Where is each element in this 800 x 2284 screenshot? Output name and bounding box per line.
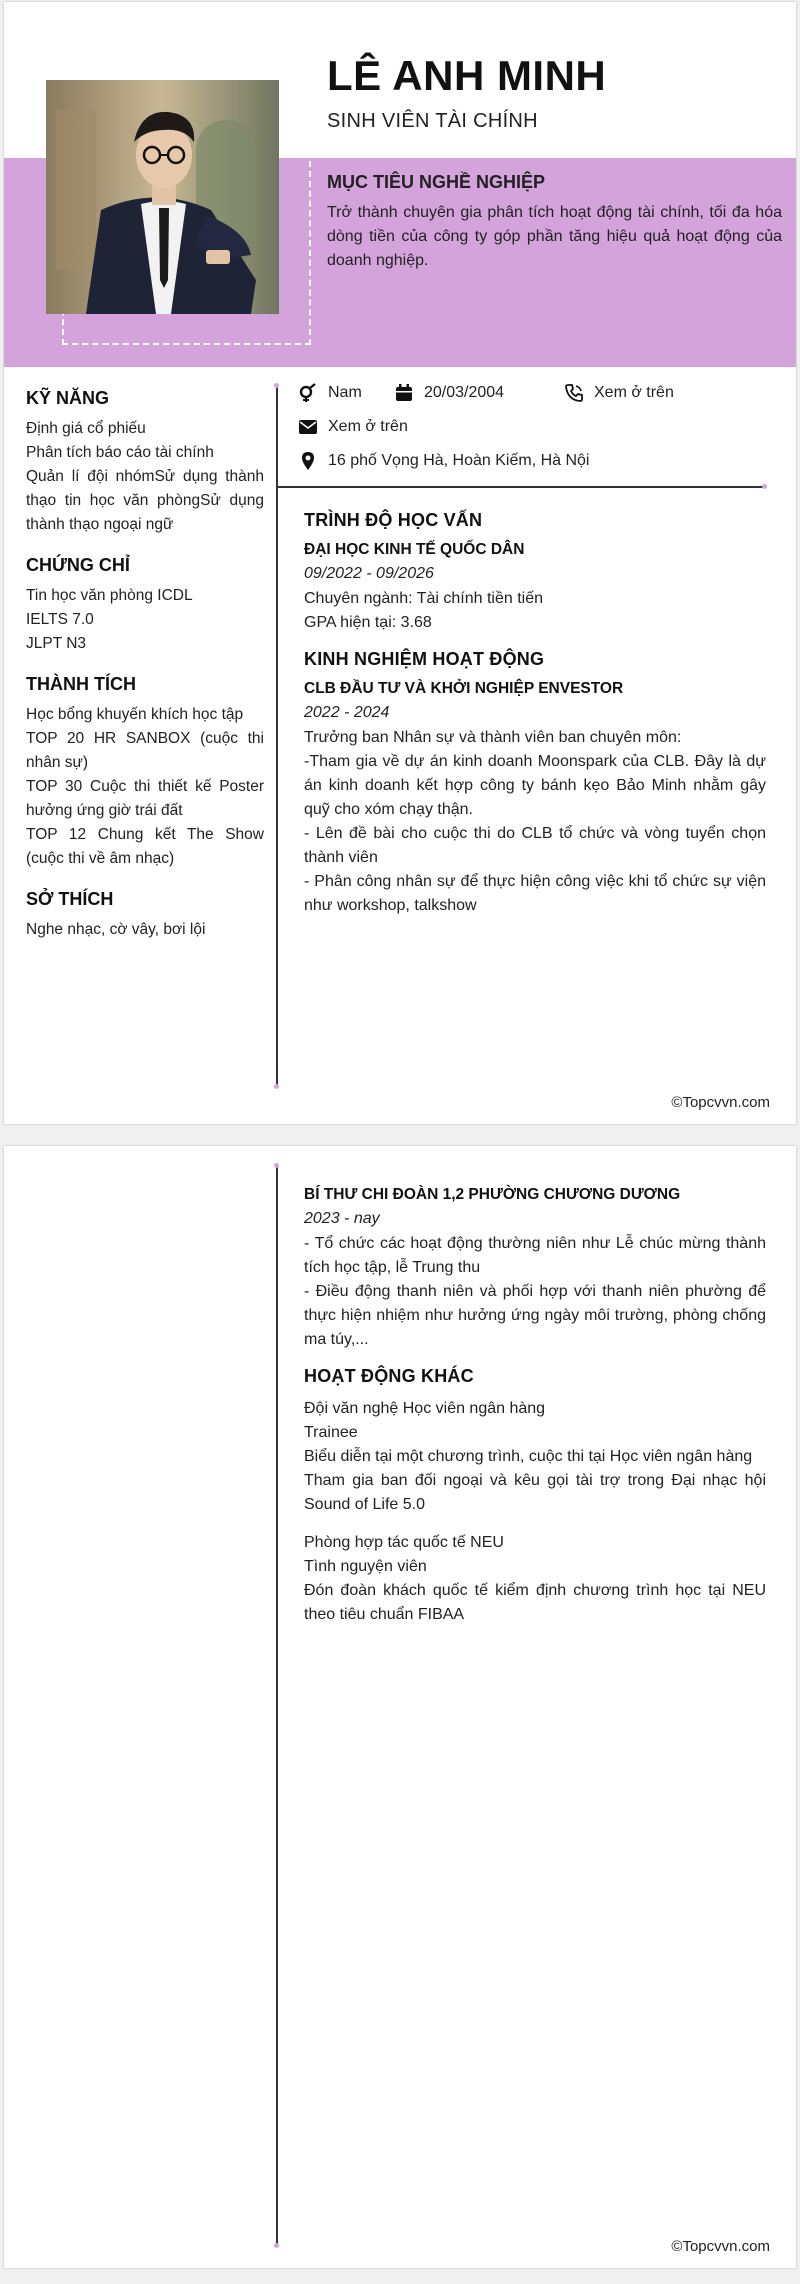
certificates-section bbox=[26, 555, 264, 656]
achievement-item: TOP 12 Chung kết The Show (cuộc thi về âm nhạc) bbox=[26, 826, 264, 867]
experience-line: - Tổ chức các hoạt động thường niên như Lễ chúc mừng thành tích học tập, lễ Trung thu bbox=[304, 1235, 766, 1276]
hobby-item: Nghe nhạc, cờ vây, bơi lội bbox=[26, 921, 206, 938]
experience-line: - Phân công nhân sự để thực hiện công việc khi tổ chức sự viện như workshop, talkshow bbox=[304, 873, 766, 914]
experience-org: CLB ĐẦU TƯ VÀ KHỞI NGHIỆP ENVESTOR bbox=[304, 680, 624, 697]
experience-line: - Điều động thanh niên và phối hợp với thanh niên phường để thực hiện nhiệm như hưởng ứng ngày môi trường, phòng chống ma túy,... bbox=[304, 1283, 766, 1348]
experience-line: Trưởng ban Nhân sự và thành viên ban chuyên môn: bbox=[304, 729, 682, 746]
address-value: 16 phố Vọng Hà, Hoàn Kiếm, Hà Nội bbox=[328, 452, 590, 469]
right-column bbox=[304, 510, 766, 932]
email-value: Xem ở trên bbox=[328, 418, 408, 435]
left-column bbox=[26, 388, 264, 960]
certificate-item: JLPT N3 bbox=[26, 635, 87, 652]
achievements-title: THÀNH TÍCH bbox=[26, 674, 136, 694]
activity-group bbox=[304, 1531, 766, 1627]
experience-title: KINH NGHIỆM HOẠT ĐỘNG bbox=[304, 649, 545, 669]
experience-org: BÍ THƯ CHI ĐOÀN 1,2 PHƯỜNG CHƯƠNG DƯƠNG bbox=[304, 1186, 681, 1203]
email-icon bbox=[298, 417, 318, 437]
gender-value: Nam bbox=[328, 384, 362, 401]
column-divider bbox=[276, 1166, 278, 2246]
achievement-item: TOP 30 Cuộc thi thiết kế Poster hưởng ứng giờ trái đất bbox=[26, 778, 264, 819]
divider-dot bbox=[274, 1084, 279, 1089]
location-icon bbox=[298, 451, 318, 471]
activity-org: Phòng hợp tác quốc tế NEU bbox=[304, 1534, 504, 1551]
column-divider bbox=[276, 386, 278, 1086]
certificate-item: Tin học văn phòng ICDL bbox=[26, 587, 193, 604]
education-period: 09/2022 - 09/2026 bbox=[304, 565, 434, 582]
hobbies-title: SỞ THÍCH bbox=[26, 889, 114, 909]
footer-brand: ©Topcvvn.com bbox=[671, 2238, 770, 2255]
phone-value: Xem ở trên bbox=[594, 384, 674, 401]
school-name: ĐẠI HỌC KINH TẾ QUỐC DÂN bbox=[304, 541, 525, 558]
profile-photo bbox=[46, 80, 279, 314]
phone-icon bbox=[564, 383, 584, 403]
education-major: Chuyên ngành: Tài chính tiền tiến bbox=[304, 590, 543, 607]
achievement-item: TOP 20 HR SANBOX (cuộc thi nhân sự) bbox=[26, 730, 264, 771]
gender-icon bbox=[298, 383, 318, 403]
contact-divider bbox=[276, 486, 764, 488]
contact-gender bbox=[298, 383, 362, 403]
experience-section bbox=[304, 649, 766, 918]
education-gpa: GPA hiện tại: 3.68 bbox=[304, 614, 432, 631]
experience-entry bbox=[304, 1186, 766, 1352]
other-activities-title: HOẠT ĐỘNG KHÁC bbox=[304, 1366, 474, 1386]
experience-line: -Tham gia về dự án kinh doanh Moonspark của CLB. Đây là dự án kinh doanh kết hợp công ty bánh kẹo Bảo Minh nhằm gây quỹ cho xóm chạy thận. bbox=[304, 753, 766, 818]
skill-item: Định giá cổ phiếu bbox=[26, 420, 146, 437]
dob-value: 20/03/2004 bbox=[424, 384, 505, 401]
education-title: TRÌNH ĐỘ HỌC VẤN bbox=[304, 510, 483, 530]
calendar-icon bbox=[394, 383, 414, 403]
education-section bbox=[304, 510, 766, 635]
experience-line: - Lên đề bài cho cuộc thi do CLB tổ chức và vòng tuyển chọn thành viên bbox=[304, 825, 766, 866]
skills-section bbox=[26, 388, 264, 537]
right-column-continued bbox=[304, 1186, 766, 1641]
experience-period: 2023 - nay bbox=[304, 1210, 380, 1227]
activity-line: Đón đoàn khách quốc tế kiểm định chương trình học tại NEU theo tiêu chuẩn FIBAA bbox=[304, 1582, 766, 1623]
contact-address bbox=[298, 451, 589, 471]
achievements-section bbox=[26, 674, 264, 871]
divider-dot bbox=[762, 484, 767, 489]
divider-dot bbox=[274, 2243, 279, 2248]
other-activities-section bbox=[304, 1366, 766, 1627]
activity-line: Biểu diễn tại một chương trình, cuộc thi tại Học viên ngân hàng bbox=[304, 1448, 753, 1465]
contact-email bbox=[298, 417, 408, 437]
divider-dot bbox=[274, 383, 279, 388]
cv-page-1 bbox=[4, 2, 796, 1124]
experience-period: 2022 - 2024 bbox=[304, 704, 390, 721]
activity-role: Trainee bbox=[304, 1424, 358, 1441]
objective-text: Trở thành chuyên gia phân tích hoạt động tài chính, tối đa hóa dòng tiền của công ty góp phần tăng hiệu quả hoạt động của doanh nghiệp. bbox=[327, 204, 782, 269]
hobbies-section bbox=[26, 889, 264, 942]
activity-org: Đội văn nghệ Học viên ngân hàng bbox=[304, 1400, 546, 1417]
footer-brand: ©Topcvvn.com bbox=[671, 1094, 770, 1111]
objective-title: MỤC TIÊU NGHỀ NGHIỆP bbox=[327, 172, 546, 192]
job-title: SINH VIÊN TÀI CHÍNH bbox=[327, 110, 538, 132]
skill-item: Quản lí đội nhómSử dụng thành thạo tin học văn phòngSử dụng thành thạo ngoại ngữ bbox=[26, 468, 264, 533]
activity-line: Tham gia ban đối ngoại và kêu gọi tài trợ trong Đại nhạc hội Sound of Life 5.0 bbox=[304, 1472, 766, 1513]
contact-phone bbox=[564, 383, 674, 403]
achievement-item: Học bổng khuyến khích học tập bbox=[26, 706, 244, 723]
skill-item: Phân tích báo cáo tài chính bbox=[26, 444, 214, 461]
skills-title: KỸ NĂNG bbox=[26, 388, 110, 408]
certificates-title: CHỨNG CHỈ bbox=[26, 555, 130, 575]
cv-page-2 bbox=[4, 1146, 796, 2268]
career-objective bbox=[327, 172, 782, 273]
activity-group bbox=[304, 1397, 766, 1517]
contact-dob bbox=[394, 383, 504, 403]
certificate-item: IELTS 7.0 bbox=[26, 611, 94, 628]
activity-role: Tình nguyện viên bbox=[304, 1558, 427, 1575]
divider-dot bbox=[274, 1163, 279, 1168]
candidate-name: LÊ ANH MINH bbox=[327, 52, 607, 99]
